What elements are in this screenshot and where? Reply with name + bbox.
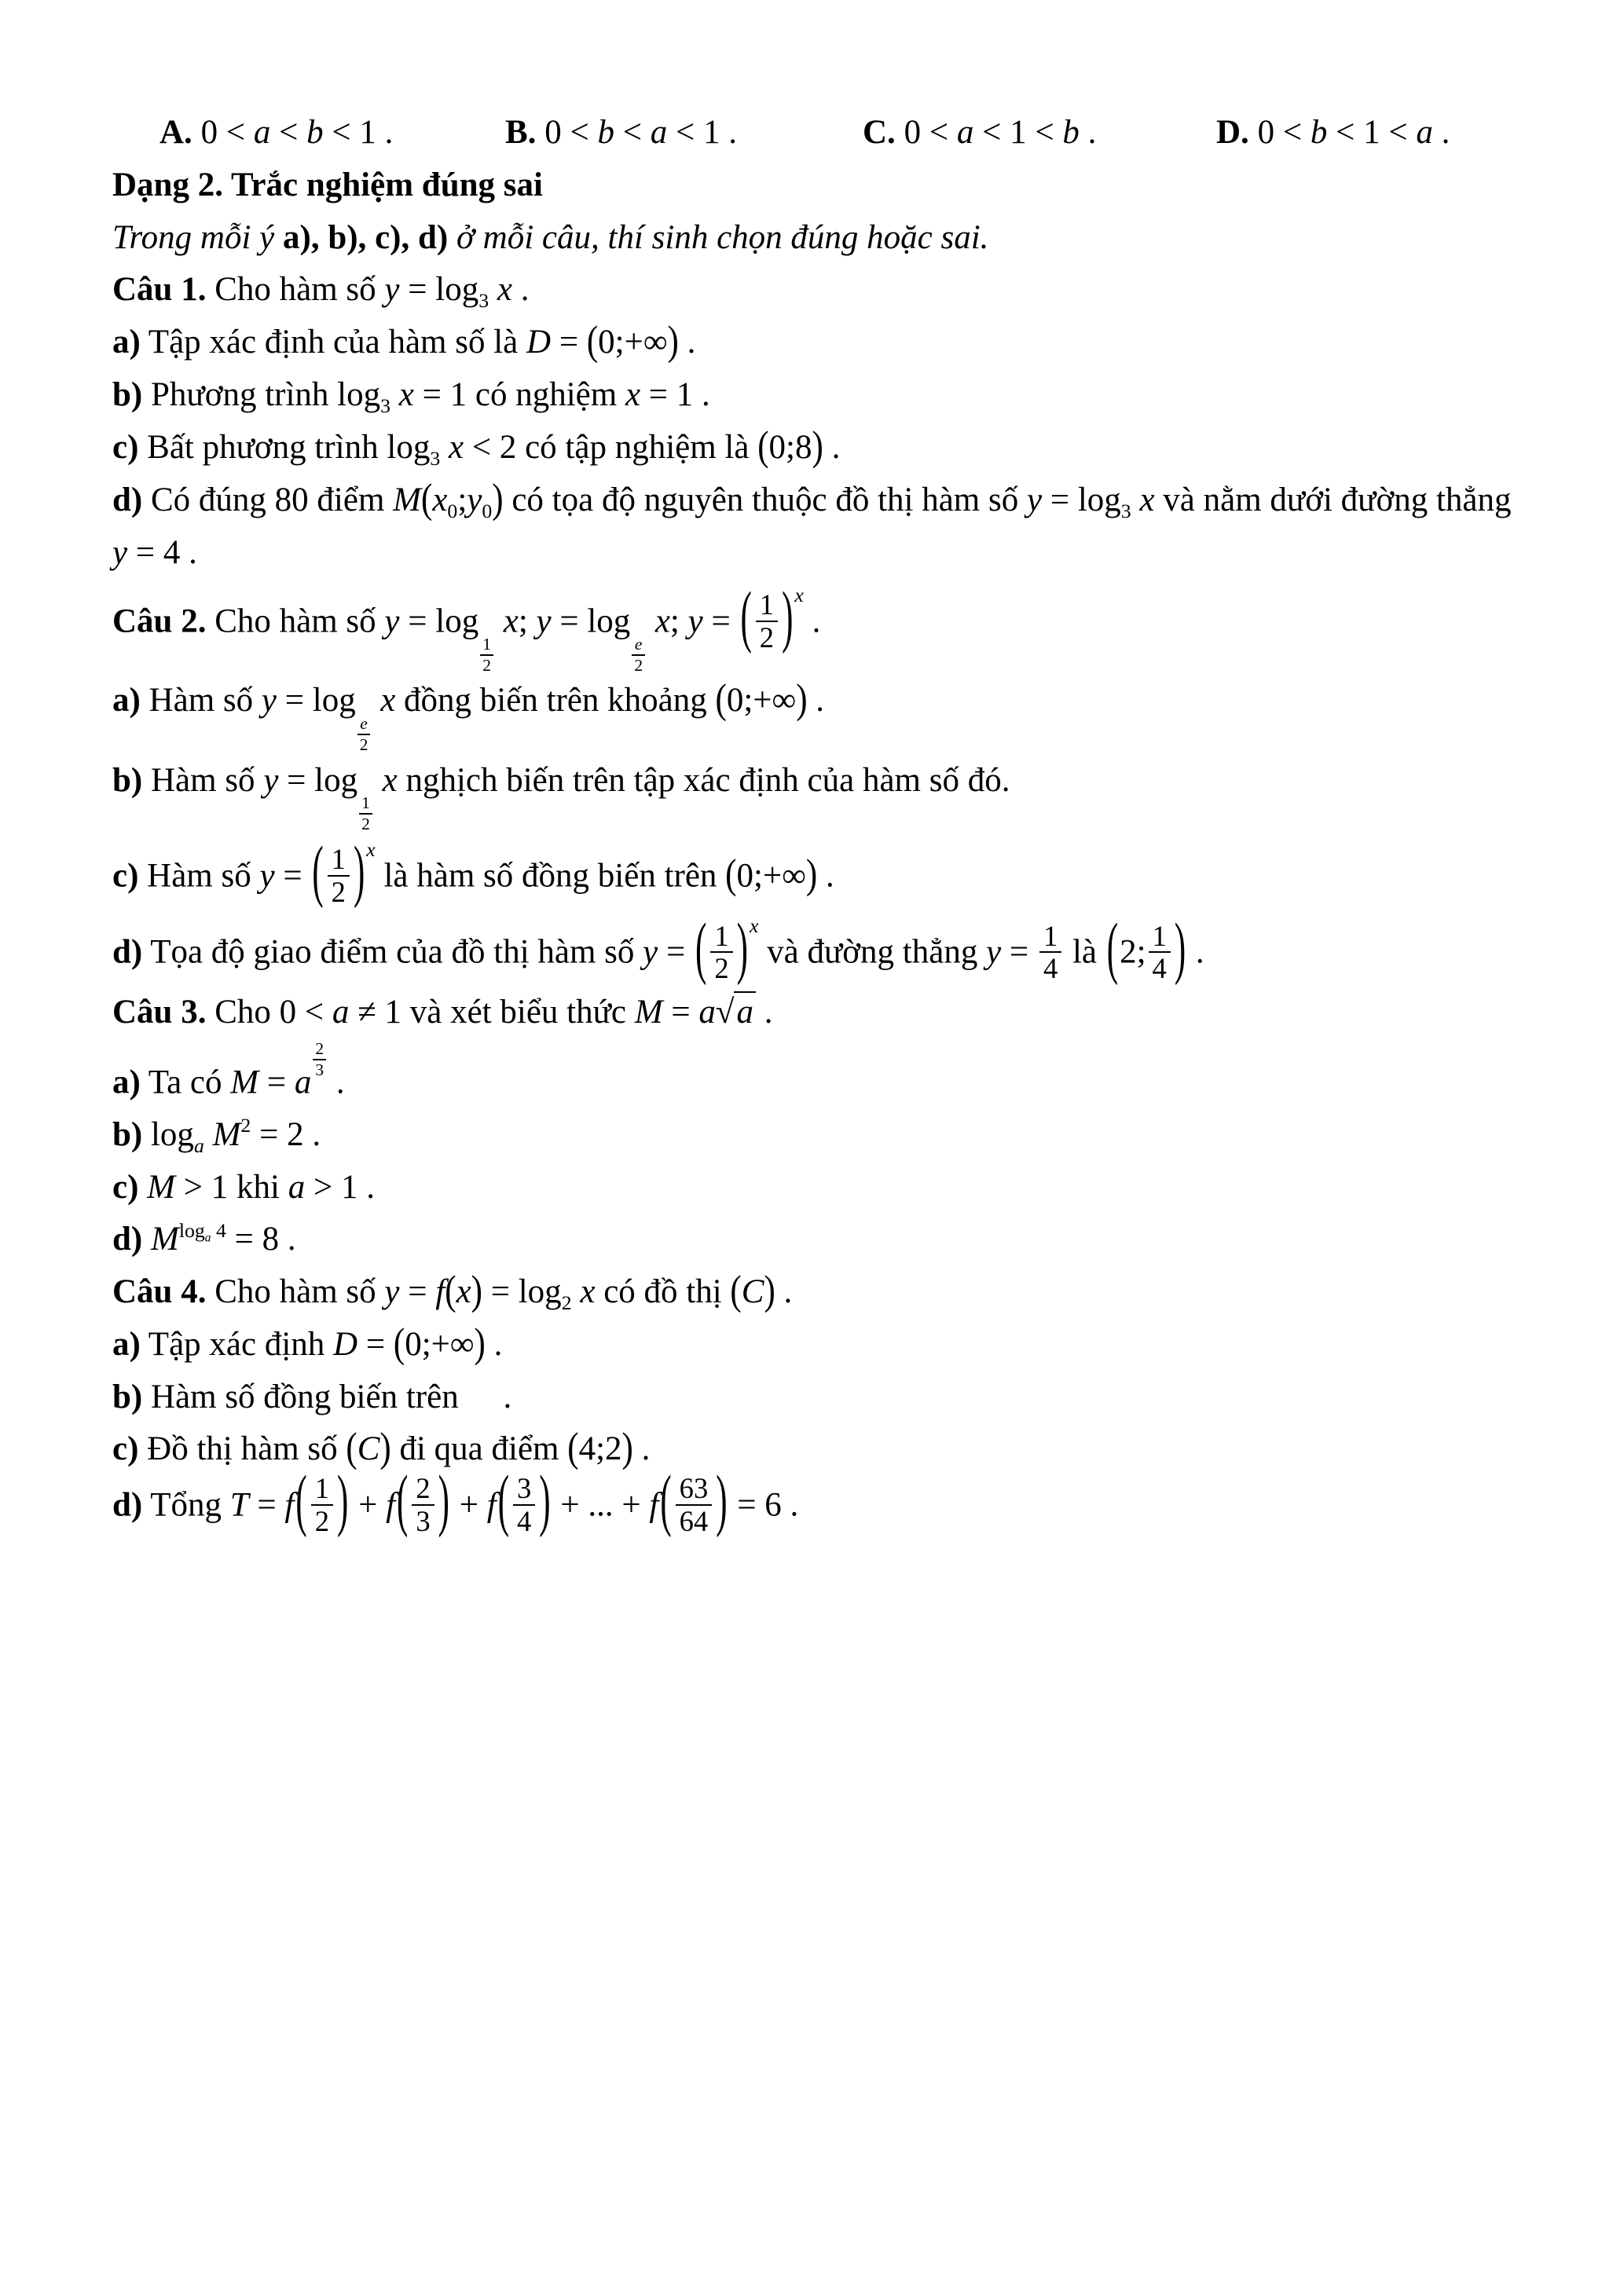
fraction xyxy=(357,714,371,754)
options-row-cell xyxy=(505,107,737,159)
math-var: T xyxy=(229,1486,249,1524)
math-var: y xyxy=(263,761,279,799)
left-paren: ( xyxy=(715,677,727,723)
right-paren: ) xyxy=(353,833,365,910)
left-paren: ( xyxy=(740,579,752,656)
numerator: e xyxy=(632,635,645,656)
left-paren: ( xyxy=(295,1463,307,1540)
math-var: M xyxy=(203,1115,241,1153)
bold-text: Câu 4. xyxy=(112,1273,207,1311)
text-run: = xyxy=(1001,933,1037,971)
left-paren: ( xyxy=(393,1320,405,1367)
text-run: 4;2 xyxy=(578,1430,622,1468)
left-paren: ( xyxy=(695,910,707,987)
math-var: M xyxy=(230,1064,259,1101)
fraction xyxy=(328,844,350,907)
text-run: = xyxy=(357,1326,394,1364)
math-var: a xyxy=(288,1168,306,1206)
math-var: a xyxy=(698,994,716,1031)
q3-item-d xyxy=(112,1214,1523,1266)
q2-item-d xyxy=(112,910,1523,987)
denominator: 2 xyxy=(314,1504,329,1537)
q1-item-c xyxy=(112,422,1523,474)
text-run: . xyxy=(485,1326,503,1364)
right-paren: ) xyxy=(805,852,818,898)
text-run: log xyxy=(142,1115,194,1153)
right-paren: ) xyxy=(782,579,794,656)
math-var: x xyxy=(372,682,396,720)
text-run: có tọa độ nguyên thuộc đồ thị hàm số xyxy=(503,481,1027,518)
text-run: = 6 . xyxy=(728,1486,799,1524)
text-run: < xyxy=(270,114,307,151)
math-var: b xyxy=(1062,114,1080,151)
numerator: 1 xyxy=(328,844,350,876)
text-run: = xyxy=(274,857,311,895)
bold-text: c) xyxy=(112,1430,139,1468)
text-run: ; xyxy=(518,602,537,640)
q1-item-b xyxy=(112,369,1523,422)
math-var: M xyxy=(142,1221,179,1258)
numerator: 1 xyxy=(480,635,493,656)
options-row-cell xyxy=(863,107,1096,159)
q4-item-b xyxy=(112,1371,1523,1424)
subscript: 2 xyxy=(561,1291,572,1315)
q1-intro xyxy=(112,264,1523,317)
math-var: b xyxy=(597,114,614,151)
bold-text: d) xyxy=(112,933,143,971)
denominator: 3 xyxy=(315,1060,324,1079)
text-run: . xyxy=(1079,114,1097,151)
denominator: 2 xyxy=(714,952,729,985)
numerator: 2 xyxy=(313,1039,326,1060)
text-run: Tổng xyxy=(142,1486,230,1524)
left-paren: ( xyxy=(397,1463,409,1540)
superscript: x xyxy=(794,583,804,606)
math-var: C xyxy=(357,1430,380,1468)
text-run: Cho hàm số xyxy=(206,1273,385,1311)
left-paren: ( xyxy=(730,1268,742,1314)
numerator: 1 xyxy=(710,921,732,953)
fraction xyxy=(1039,921,1061,984)
denominator: 2 xyxy=(331,875,346,908)
math-var: f xyxy=(386,1486,396,1524)
denominator: 64 xyxy=(679,1504,709,1537)
math-var: y xyxy=(259,857,275,895)
text-run: < 1 . xyxy=(667,114,737,151)
q3-item-a xyxy=(112,1039,1523,1109)
superscript: x xyxy=(749,914,759,937)
text-run: Tập xác định của hàm số là xyxy=(140,324,526,361)
bold-text: B. xyxy=(505,114,545,151)
bold-text: c) xyxy=(112,857,139,895)
text-run: > 1 khi xyxy=(174,1168,288,1206)
text-run: Tập xác định xyxy=(140,1326,334,1364)
left-paren: ( xyxy=(586,318,599,364)
math-var: D xyxy=(333,1326,358,1364)
right-paren: ) xyxy=(471,1268,482,1314)
math-var: y xyxy=(467,481,482,518)
text-run: . xyxy=(678,324,696,361)
text-run: = 8 . xyxy=(225,1221,296,1258)
text-run: = xyxy=(399,1273,436,1311)
bold-text: c) xyxy=(112,428,139,466)
text-run: log xyxy=(178,1218,205,1242)
left-paren: ( xyxy=(1106,910,1119,987)
options-row-cell xyxy=(1216,107,1450,159)
superscript: 2 xyxy=(240,1114,251,1137)
text-run: = log xyxy=(277,682,356,720)
right-paren: ) xyxy=(796,677,808,723)
fraction xyxy=(513,1473,535,1536)
bold-text: D. xyxy=(1216,114,1258,151)
denominator: 2 xyxy=(359,734,368,754)
q2-intro xyxy=(112,580,1523,676)
bold-text: Câu 3. xyxy=(112,994,207,1031)
text-run: = log xyxy=(399,602,479,640)
math-var: b xyxy=(306,114,324,151)
q3-intro xyxy=(112,987,1523,1039)
text-run: = 1 . xyxy=(640,375,710,413)
text-run: = xyxy=(702,602,739,640)
q4-item-a xyxy=(112,1319,1523,1371)
subscript: 0 xyxy=(447,499,458,522)
math-var: D xyxy=(526,324,552,361)
q1-item-d xyxy=(112,474,1523,580)
text-run: = log xyxy=(1042,481,1121,518)
bold-text: a) xyxy=(112,324,141,361)
q2-item-a xyxy=(112,675,1523,754)
text-run: . xyxy=(328,1064,345,1101)
text-run: > 1 . xyxy=(305,1168,375,1206)
q2-item-b xyxy=(112,755,1523,834)
text-run: 0 < xyxy=(200,114,254,151)
text-run: có đồ thị xyxy=(595,1273,731,1311)
text-run: 0;+∞ xyxy=(736,857,806,895)
right-paren: ) xyxy=(621,1426,633,1471)
text-run: Hàm số đồng biến trên xyxy=(142,1378,467,1415)
text-run: = log xyxy=(278,761,358,799)
bold-text: c) xyxy=(112,1168,139,1206)
bold-text: Dạng 2. Trắc nghiệm đúng sai xyxy=(112,167,543,203)
options-row xyxy=(112,107,1523,159)
text-run: + ... + xyxy=(552,1486,650,1524)
math-var: x xyxy=(440,428,464,466)
math-var: y xyxy=(384,271,400,309)
math-var: x xyxy=(390,375,414,413)
math-var: y xyxy=(687,602,703,640)
text-run: = log xyxy=(551,602,631,640)
denominator: 2 xyxy=(634,655,643,675)
right-paren: ) xyxy=(736,910,748,987)
bold-text: a) xyxy=(112,1326,141,1364)
bold-text: d) xyxy=(112,481,143,518)
left-paren: ( xyxy=(420,476,433,522)
text-run: . xyxy=(823,428,841,466)
bold-text: A. xyxy=(159,114,201,151)
right-paren: ) xyxy=(812,423,823,469)
q4-item-c xyxy=(112,1423,1523,1476)
right-paren: ) xyxy=(336,1463,349,1540)
right-paren: ) xyxy=(539,1463,551,1540)
text-run: là xyxy=(1064,933,1105,971)
math-var: x xyxy=(432,481,448,518)
subscript: 3 xyxy=(380,394,391,417)
math-var: M xyxy=(393,481,421,518)
bold-text: a) xyxy=(112,1064,141,1101)
math-var: x xyxy=(373,761,398,799)
left-paren: ( xyxy=(725,852,737,898)
bold-text: d) xyxy=(112,1221,143,1258)
denominator: 4 xyxy=(1043,952,1058,985)
math-var: a xyxy=(253,114,271,151)
bold-text: b) xyxy=(112,761,143,799)
subscript: a xyxy=(193,1133,204,1157)
text-run: Phương trình log xyxy=(142,375,381,413)
q1-item-a xyxy=(112,317,1523,369)
q2-item-c xyxy=(112,834,1523,910)
text-run: = 4 . xyxy=(127,533,197,571)
text-run: 0;8 xyxy=(768,428,812,466)
math-var: M xyxy=(634,994,663,1031)
numerator: 3 xyxy=(513,1473,535,1505)
text-run: đi qua điểm xyxy=(390,1430,568,1468)
superscript: x xyxy=(366,837,376,861)
text-run: + xyxy=(450,1486,487,1524)
text-run: . xyxy=(1432,114,1450,151)
bold-text: d) xyxy=(112,1486,143,1524)
q3-item-c xyxy=(112,1162,1523,1214)
math-var: M xyxy=(138,1168,175,1206)
fraction xyxy=(632,635,645,675)
left-paren: ( xyxy=(497,1463,510,1540)
text-run: + xyxy=(350,1486,387,1524)
denominator: 4 xyxy=(1152,952,1167,985)
bold-text: Câu 1. xyxy=(112,271,207,309)
left-paren: ( xyxy=(567,1426,579,1471)
text-run: Cho hàm số xyxy=(206,602,385,640)
right-paren: ) xyxy=(667,318,679,364)
text-run: = 1 có nghiệm xyxy=(413,375,625,413)
text-run: 2; xyxy=(1120,933,1146,971)
text-run: = xyxy=(551,324,587,361)
numerator: 1 xyxy=(359,793,372,815)
math-var: b xyxy=(1310,114,1328,151)
math-var: y xyxy=(112,533,128,571)
numerator: 1 xyxy=(311,1473,333,1505)
right-paren: ) xyxy=(492,476,504,522)
numerator: 2 xyxy=(412,1473,434,1505)
subscript: 3 xyxy=(430,446,441,470)
subscript: 3 xyxy=(1120,499,1131,522)
bold-text: b) xyxy=(112,1378,143,1415)
text-run: 0 < xyxy=(1257,114,1311,151)
math-var: a xyxy=(332,994,350,1031)
math-var: a xyxy=(956,114,974,151)
text-run: . xyxy=(803,602,821,640)
subscript: 3 xyxy=(478,289,489,313)
left-paren: ( xyxy=(312,833,324,910)
text-run: và đường thẳng xyxy=(758,933,987,971)
text-run: Hàm số xyxy=(142,761,264,799)
math-var: y xyxy=(1027,481,1043,518)
right-paren: ) xyxy=(379,1426,391,1471)
text-run: = xyxy=(248,1486,285,1524)
math-var: y xyxy=(261,682,277,720)
math-var: x xyxy=(489,271,512,309)
text-run: 0 < xyxy=(544,114,598,151)
denominator: 2 xyxy=(361,815,370,833)
text-run: . xyxy=(503,1378,512,1415)
section-heading xyxy=(112,159,1523,212)
math-var: f xyxy=(649,1486,659,1524)
sqrt xyxy=(716,987,756,1039)
text-run: = xyxy=(662,994,699,1031)
subscript: a xyxy=(204,1231,211,1245)
text-run: = log xyxy=(482,1273,562,1311)
bold-text: b) xyxy=(112,1115,143,1153)
superscript xyxy=(178,1218,226,1245)
math-var: f xyxy=(486,1486,497,1524)
text-run: 0;+∞ xyxy=(598,324,668,361)
radicand: a xyxy=(734,991,756,1031)
text-run: 4 xyxy=(211,1218,226,1242)
text-run: 0;+∞ xyxy=(405,1326,475,1364)
fraction xyxy=(480,635,493,675)
text-run: Có đúng 80 điểm xyxy=(142,481,394,518)
q3-item-b xyxy=(112,1109,1523,1162)
math-var: y xyxy=(384,1273,400,1311)
text-run: 0;+∞ xyxy=(726,682,797,720)
text-run: Bất phương trình log xyxy=(138,428,431,466)
text-run: Tọa độ giao điểm của đồ thị hàm số xyxy=(142,933,643,971)
numerator: 63 xyxy=(676,1473,713,1505)
options-row-cell xyxy=(159,107,393,159)
right-paren: ) xyxy=(764,1268,775,1314)
text-run: và nằm dưới đường thẳng xyxy=(1154,481,1512,518)
numerator: 1 xyxy=(1149,921,1171,953)
text-run: = xyxy=(658,933,695,971)
bold-text: a), b), c), d) xyxy=(283,218,449,256)
text-run: . xyxy=(817,857,834,895)
math-var: y xyxy=(536,602,552,640)
text-run: đồng biến trên khoảng xyxy=(395,682,716,720)
text-run: = 2 . xyxy=(251,1115,321,1153)
fraction xyxy=(1149,921,1171,984)
text-run: = xyxy=(258,1064,295,1101)
fraction xyxy=(710,921,732,984)
text-run: . xyxy=(511,271,530,309)
text-run: . xyxy=(755,994,773,1031)
math-var: a xyxy=(1416,114,1433,151)
text-run: Hàm số xyxy=(138,857,260,895)
text-run: ≠ 1 và xét biểu thức xyxy=(349,994,635,1031)
math-var: y xyxy=(384,602,400,640)
q4-intro xyxy=(112,1266,1523,1319)
fraction xyxy=(756,589,778,653)
math-var: x xyxy=(456,1273,471,1311)
instruction-line xyxy=(112,212,1523,265)
math-var: f xyxy=(284,1486,295,1524)
math-var: y xyxy=(643,933,658,971)
q4-item-d xyxy=(112,1463,1523,1540)
right-paren: ) xyxy=(1174,910,1186,987)
math-var: ở mỗi câu, thí sinh chọn đúng hoặc sai. xyxy=(448,218,989,256)
left-paren: ( xyxy=(346,1426,357,1471)
math-var: f xyxy=(435,1273,445,1311)
text-run: 0 < xyxy=(904,114,957,151)
text-run: < 1 < xyxy=(973,114,1063,151)
numerator: 1 xyxy=(756,589,778,621)
bold-text: a) xyxy=(112,682,141,720)
subscript: 0 xyxy=(482,499,493,522)
text-run: < 2 có tập nghiệm là xyxy=(464,428,758,466)
fraction xyxy=(412,1473,434,1536)
bold-text: Câu 2. xyxy=(112,602,207,640)
math-var: x xyxy=(494,602,519,640)
math-var: x xyxy=(647,602,670,640)
math-var: x xyxy=(625,375,641,413)
right-paren: ) xyxy=(474,1320,486,1367)
text-run: < 1 < xyxy=(1327,114,1417,151)
text-run: Đồ thị hàm số xyxy=(138,1430,346,1468)
bold-text: b) xyxy=(112,375,143,413)
math-var: a xyxy=(650,114,668,151)
bold-text: C. xyxy=(863,114,904,151)
math-var: a xyxy=(294,1064,312,1101)
text-run: < xyxy=(614,114,651,151)
left-paren: ( xyxy=(660,1463,672,1540)
document-body xyxy=(112,107,1523,1540)
right-paren: ) xyxy=(716,1463,728,1540)
text-run: Cho hàm số xyxy=(206,271,385,309)
text-run: = log xyxy=(399,271,479,309)
text-run: < 1 . xyxy=(323,114,394,151)
fraction xyxy=(676,1473,713,1536)
denominator: 4 xyxy=(517,1504,532,1537)
fraction xyxy=(313,1039,326,1079)
fraction xyxy=(311,1473,333,1536)
text-run: Cho 0 < xyxy=(206,994,332,1031)
math-var: C xyxy=(741,1273,764,1311)
right-paren: ) xyxy=(438,1463,449,1540)
text-run: là hàm số đồng biến trên xyxy=(375,857,726,895)
text-run: nghịch biến trên tập xác định của hàm số đó. xyxy=(397,761,1010,799)
text-run: . xyxy=(632,1430,651,1468)
math-var: y xyxy=(986,933,1002,971)
math-var: x xyxy=(1131,481,1155,518)
text-run: ; xyxy=(457,481,467,518)
denominator: 2 xyxy=(759,621,775,654)
denominator: 2 xyxy=(482,655,491,675)
denominator: 3 xyxy=(416,1504,431,1537)
text-run: . xyxy=(807,682,825,720)
text-run: . xyxy=(775,1273,793,1311)
numerator: 1 xyxy=(1039,921,1061,953)
text-run: ; xyxy=(669,602,688,640)
left-paren: ( xyxy=(757,423,769,469)
numerator: e xyxy=(357,714,371,735)
text-run: Hàm số xyxy=(140,682,262,720)
text-run: Ta có xyxy=(140,1064,231,1101)
math-var: x xyxy=(571,1273,596,1311)
left-paren: ( xyxy=(445,1268,456,1314)
math-var: Trong mỗi ý xyxy=(112,218,284,256)
text-run: . xyxy=(1187,933,1204,971)
